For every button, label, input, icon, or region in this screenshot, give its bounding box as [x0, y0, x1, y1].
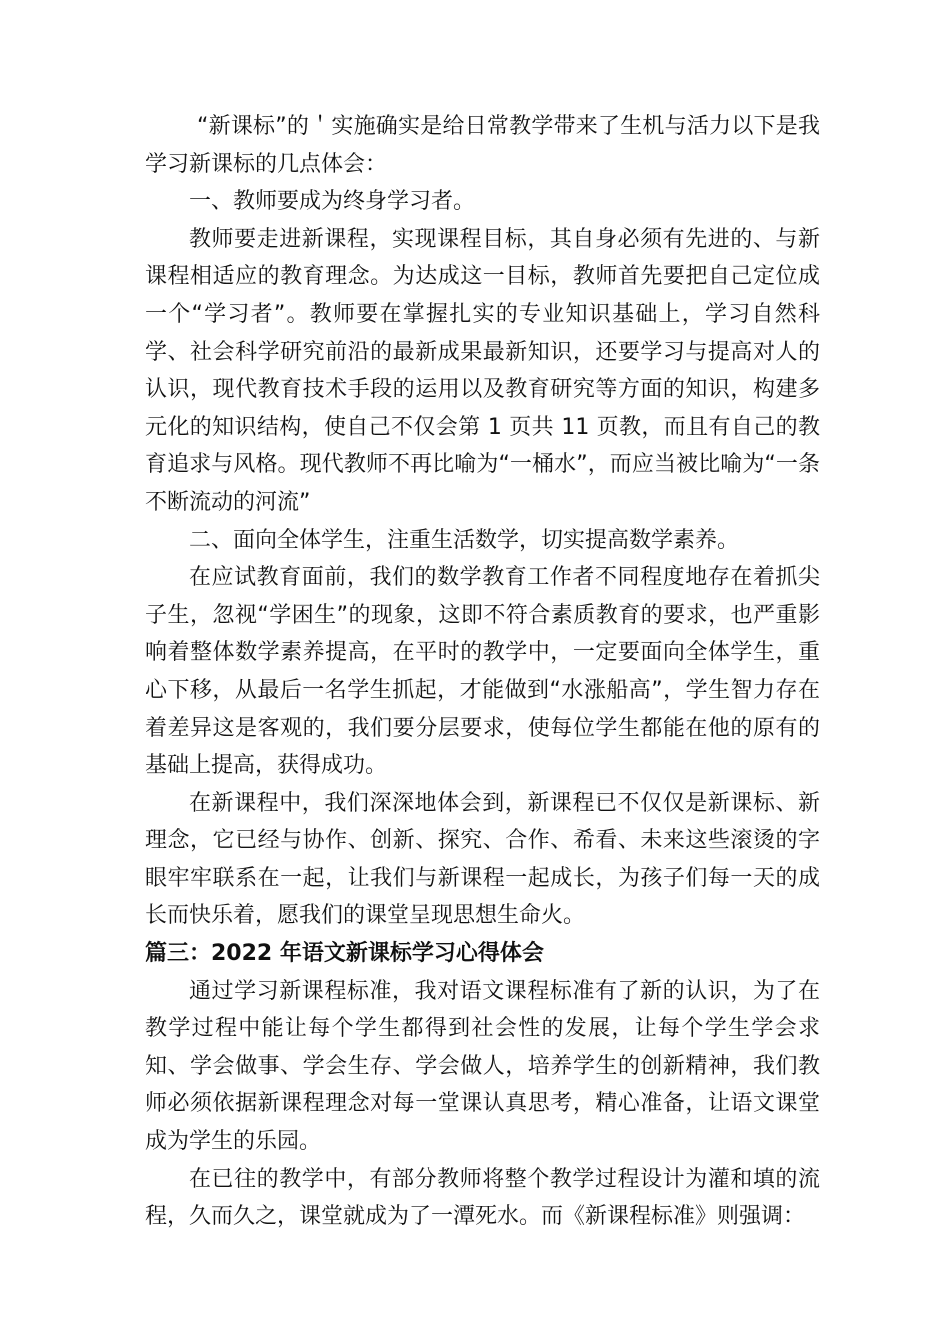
- paragraph-conclusion: 在新课程中，我们深深地体会到，新课程已不仅仅是新课标、新理念，它已经与协作、创新、探究、合作、希看、未来这些滚烫的字眼牢牢联系在一起，让我们与新课程一起成长，为孩子们每一天的成长而快乐着，愿我们的课堂呈现思想生命火。: [145, 790, 820, 929]
- section-heading: 篇三：2022 年语文新课标学习心得体会: [145, 941, 544, 967]
- document-body: [145, 108, 820, 1236]
- section-paragraph-1: 通过学习新课程标准，我对语文课程标准有了新的认识，为了在教学过程中能让每个学生都得到社会性的发展，让每个学生学会求知、学会做事、学会生存、学会做人，培养学生的创新精神，我们教师必须依据新课程理念对每一堂课认真思考，精心准备，让语文课堂成为学生的乐园。: [145, 978, 820, 1155]
- paragraph-point-two-title: 二、面向全体学生，注重生活数学，切实提高数学素养。: [189, 527, 740, 553]
- section-paragraph-2: 在已往的教学中，有部分教师将整个教学过程设计为灌和填的流程，久而久之，课堂就成为了一潭死水。而《新课程标准》则强调：: [145, 1166, 820, 1230]
- paragraph-point-one-body: 教师要走进新课程，实现课程目标，其自身必须有先进的、与新课程相适应的教育理念。为达成这一目标，教师首先要把自己定位成一个“学习者”。教师要在掌握扎实的专业知识基础上，学习自然科学、社会科学研究前沿的最新成果最新知识，还要学习与提高对人的认识，现代教育技术手段的运用以及教育研究等方面的知识，构建多元化的知识结构，使自己不仅会第 1 页共 11 页教，而且有自己的教育追求与风格。现代教师不再比喻为“一桶水”，而应当被比喻为“一条不断流动的河流”: [145, 226, 820, 515]
- paragraph-point-two-body: 在应试教育面前，我们的数学教育工作者不同程度地存在着抓尖子生，忽视“学困生”的现象，这即不符合素质教育的要求，也严重影响着整体数学素养提高，在平时的教学中，一定要面向全体学生，重心下移，从最后一名学生抓起，才能做到“水涨船高”，学生智力存在着差异这是客观的，我们要分层要求，使每位学生都能在他的原有的基础上提高，获得成功。: [145, 565, 820, 779]
- paragraph-point-one-title: 一、教师要成为终身学习者。: [189, 189, 476, 215]
- paragraph-intro: “新课标”的＇实施确实是给日常教学带来了生机与活力以下是我学习新课标的几点体会：: [145, 114, 820, 177]
